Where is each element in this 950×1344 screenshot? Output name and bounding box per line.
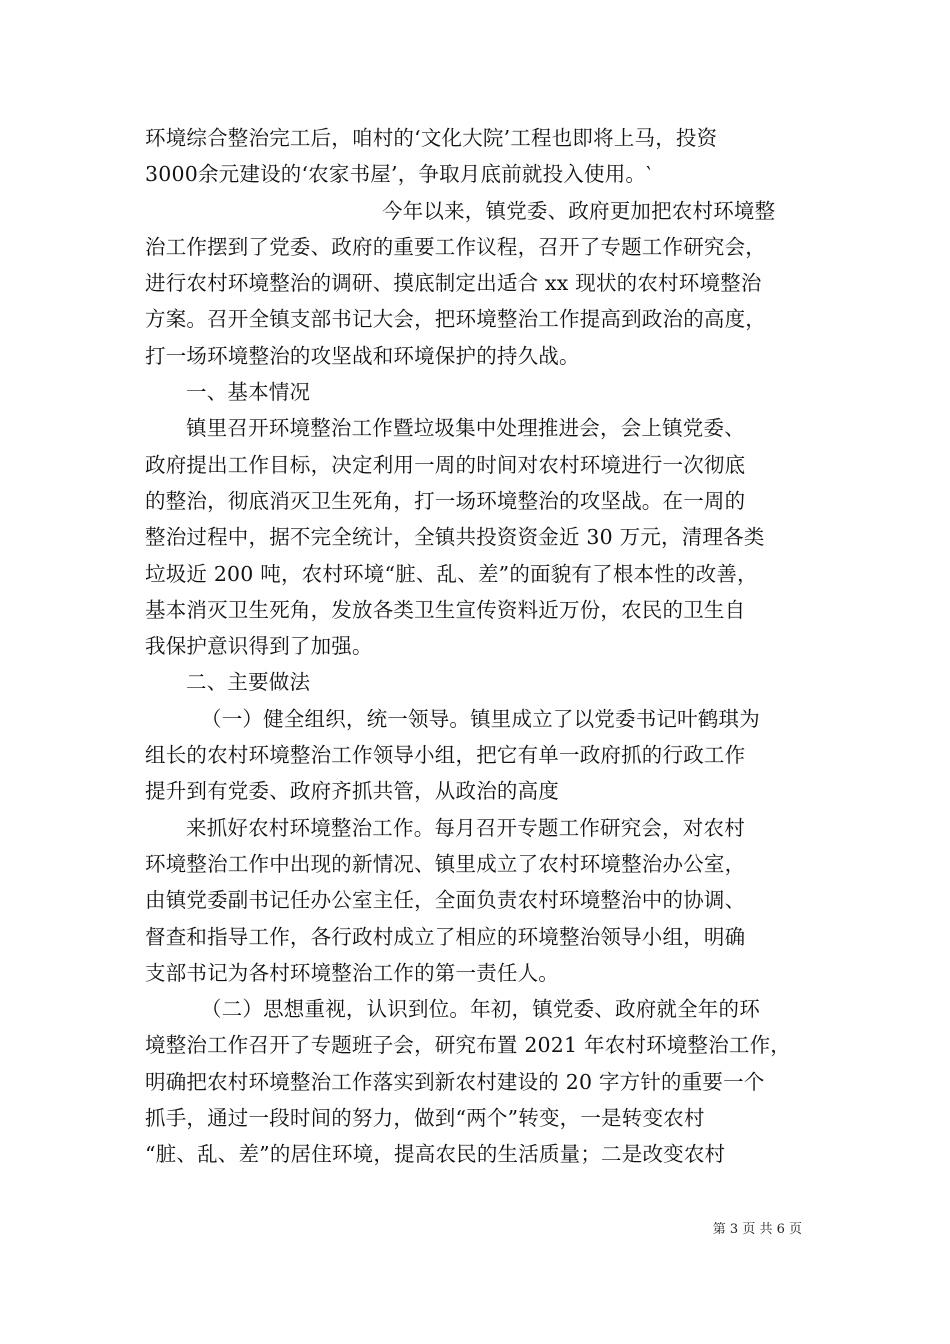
text-line: 进行农村环境整治的调研、摸底制定出适合 xx 现状的农村环境整治: [145, 271, 762, 296]
text-line: 由镇党委副书记任办公室主任，全面负责农村环境整治中的协调、: [145, 888, 746, 913]
section-heading: 二、主要做法: [186, 670, 311, 695]
text-line: 境整治工作召开了专题班子会，研究布置 2021 年农村环境整治工作，: [145, 1033, 792, 1058]
text-line: 来抓好农村环境整治工作。每月召开专题工作研究会，对农村: [186, 815, 745, 840]
text-line: 督查和指导工作，各行政村成立了相应的环境整治领导小组，明确: [145, 924, 746, 949]
text-line: 打一场环境整治的攻坚战和环境保护的持久战。: [145, 343, 580, 368]
text-line: 支部书记为各村环境整治工作的第一责任人。: [145, 960, 559, 985]
text-line: 抓手，通过一段时间的努力，做到“两个”转变，一是转变农村: [145, 1106, 705, 1131]
text-line: 我保护意识得到了加强。: [145, 634, 373, 659]
text-line: 的整治，彻底消灭卫生死角，打一场环境整治的攻坚战。在一周的: [145, 488, 746, 513]
text-line: 明确把农村环境整治工作落实到新农村建设的 20 字方针的重要一个: [145, 1069, 765, 1094]
text-line: 环境整治工作中出现的新情况、镇里成立了农村环境整治办公室，: [145, 851, 746, 876]
text-line: 基本消灭卫生死角，发放各类卫生宣传资料近万份，农民的卫生自: [145, 597, 746, 622]
text-line: 镇里召开环境整治工作暨垃圾集中处理推进会，会上镇党委、: [186, 416, 745, 441]
text-line: （二）思想重视，认识到位。年初，镇党委、政府就全年的环: [201, 997, 760, 1022]
text-line: 垃圾近 200 吨，农村环境“脏、乱、差”的面貌有了根本性的改善，: [145, 561, 758, 586]
text-line: 提升到有党委、政府齐抓共管，从政治的高度: [145, 779, 559, 804]
section-heading: 一、基本情况: [186, 380, 311, 405]
text-line: 治工作摆到了党委、政府的重要工作议程，召开了专题工作研究会，: [145, 234, 766, 259]
text-line: “脏、乱、差”的居住环境，提高农民的生活质量；二是改变农村: [145, 1142, 726, 1167]
text-line: 今年以来，镇党委、政府更加把农村环境整: [382, 198, 776, 223]
text-line: （一）健全组织，统一领导。镇里成立了以党委书记叶鹤琪为: [201, 706, 760, 731]
text-line: 整治过程中，据不完全统计，全镇共投资资金近 30 万元，清理各类: [145, 525, 765, 550]
text-line: 3000余元建设的‘农家书屋’，争取月底前就投入使用。‵: [145, 162, 651, 187]
text-line: 环境综合整治完工后，咱村的‘文化大院’工程也即将上马，投资: [145, 126, 718, 150]
text-line: 政府提出工作目标，决定利用一周的时间对农村环境进行一次彻底: [145, 452, 746, 477]
page-number: 第 3 页 共 6 页: [712, 1222, 802, 1237]
text-line: 方案。召开全镇支部书记大会，把环境整治工作提高到政治的高度，: [145, 307, 766, 332]
document-body: [145, 120, 810, 1173]
text-line: 组长的农村环境整治工作领导小组，把它有单一政府抓的行政工作: [145, 743, 746, 768]
